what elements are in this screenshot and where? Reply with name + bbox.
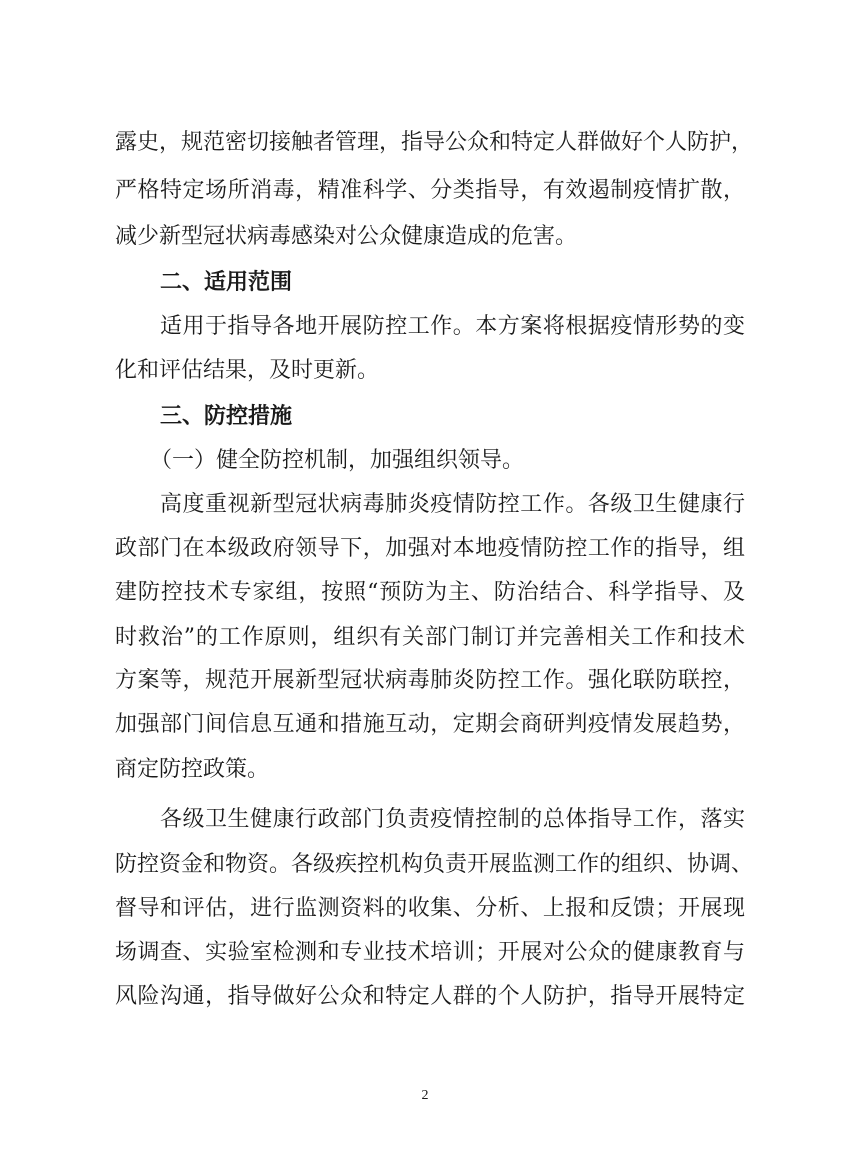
paragraph-line: 督导和评估，进行监测资料的收集、分析、上报和反馈；开展现 [115, 896, 745, 921]
paragraph-line: 防控资金和物资。各级疾控机构负责开展监测工作的组织、协调、 [115, 852, 754, 877]
paragraph-line: 方案等，规范开展新型冠状病毒肺炎防控工作。强化联防联控， [115, 668, 745, 693]
paragraph-line: 建防控技术专家组，按照“预防为主、防治结合、科学指导、及 [115, 580, 745, 605]
paragraph-line: 减少新型冠状病毒感染对公众健康造成的危害。 [115, 224, 578, 249]
paragraph-line: 露史，规范密切接触者管理，指导公众和特定人群做好个人防护， [115, 130, 754, 155]
page-number: 2 [421, 1088, 429, 1103]
paragraph-line: 化和评估结果，及时更新。 [115, 358, 380, 383]
paragraph-line: 适用于指导各地开展防控工作。本方案将根据疫情形势的变 [160, 314, 745, 339]
paragraph-line: 加强部门间信息互通和措施互动，定期会商研判疫情发展趋势， [115, 712, 745, 737]
paragraph-line: 时救治”的工作原则，组织有关部门制订并完善相关工作和技术 [115, 625, 745, 650]
paragraph-line: 风险沟通，指导做好公众和特定人群的个人防护，指导开展特定 [115, 984, 745, 1009]
subsection-heading: （一）健全防控机制，加强组织领导。 [150, 448, 525, 473]
section-heading: 三、防控措施 [160, 404, 293, 429]
paragraph-line: 高度重视新型冠状病毒肺炎疫情防控工作。各级卫生健康行 [160, 492, 745, 517]
paragraph-line: 场调查、实验室检测和专业技术培训；开展对公众的健康教育与 [115, 940, 745, 965]
paragraph-line: 政部门在本级政府领导下，加强对本地疫情防控工作的指导，组 [115, 536, 745, 561]
section-heading: 二、适用范围 [160, 270, 293, 295]
paragraph-line: 严格特定场所消毒，精准科学、分类指导，有效遏制疫情扩散， [115, 178, 745, 203]
paragraph-line: 商定防控政策。 [115, 757, 270, 782]
paragraph-line: 各级卫生健康行政部门负责疫情控制的总体指导工作，落实 [160, 807, 745, 832]
